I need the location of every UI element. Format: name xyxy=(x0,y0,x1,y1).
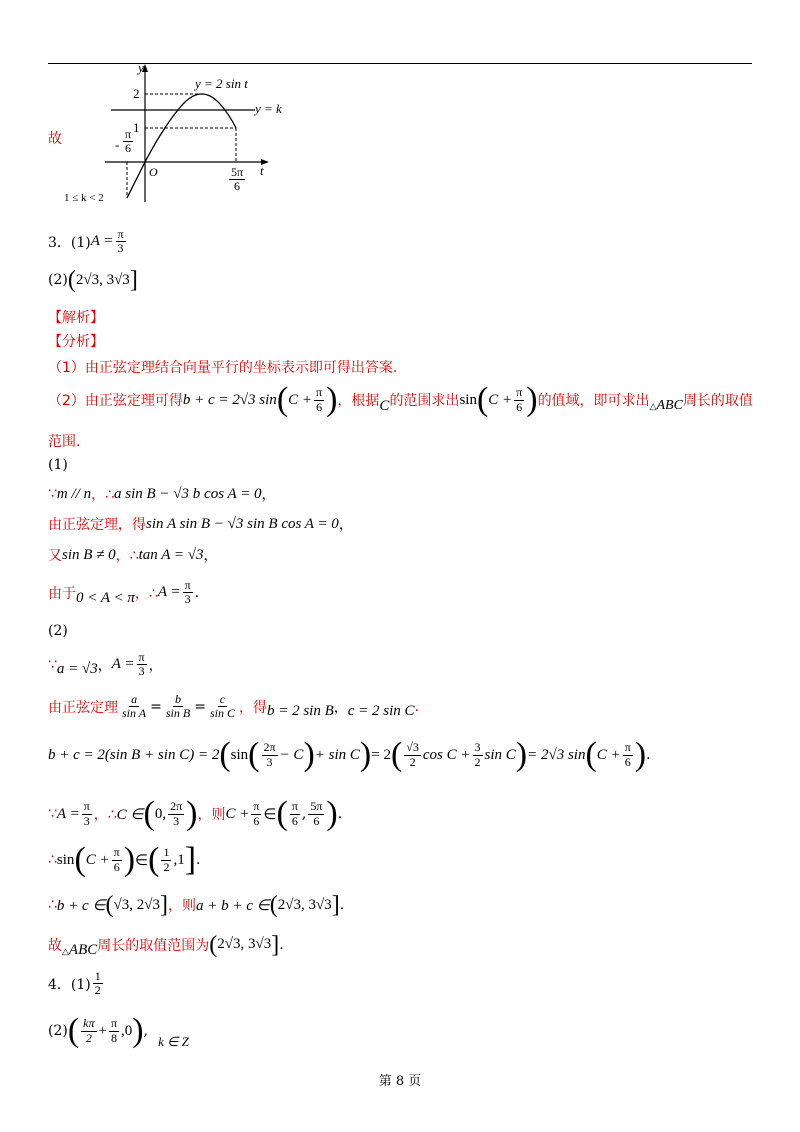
step-1-label: (1) xyxy=(48,457,68,473)
jiexi-heading: 【解析】 xyxy=(48,310,104,326)
fenxi-heading: 【分析】 xyxy=(48,334,104,350)
t-axis-label: t xyxy=(260,163,264,178)
page-footer: 第 8 页 xyxy=(378,1074,422,1089)
q3-answer-2: (2) ( 2√3, 3√3 ] xyxy=(48,267,138,293)
step-1-line-3: 又 sin B ≠ 0 ，∴ tan A = √3 ， xyxy=(48,546,218,564)
y-tick-2: 2 xyxy=(133,86,140,101)
prefix-gu: 故 xyxy=(48,131,62,147)
step-1-line-1: ∵ m // n ，∴ a sin B − √3 b cos A = 0 ， xyxy=(48,485,276,503)
step-1-line-2: 由正弦定理，得 sin A sin B − √3 sin B cos A = 0 ， xyxy=(48,515,353,533)
curve-label: y = 2 sin t xyxy=(195,76,248,91)
k-range: 1 ≤ k < 2 xyxy=(64,192,104,204)
step-2-label: (2) xyxy=(48,623,68,639)
step-2-line-5: ∴ sin ( C + $\frac{\pi}{6}$ ) ∈ ( $\frac{1}{2}$ ,1 ] . xyxy=(48,841,201,878)
pos-tick: $\frac{5\pi}{6}$ xyxy=(231,165,244,194)
step-2-line-2: 由正弦定理 $\frac{a}{\text{sin A}}$ = $\frac{b}{\text{sin B}}$ = $\frac{c}{\text{sin C}}$ ，得 b = 2 sin B ， c = 2 sin C . xyxy=(48,692,419,721)
q4-answer-2: (2) ( $\frac{k\pi}{2}$ + $\frac{\pi}{8}$ ,0 ) , k ∈ Z xyxy=(48,1012,189,1049)
step-2-line-6: ∴ b + c ∈ ( √3, 2√3 ] ，则 a + b + c ∈ ( 2√3, 3√3 ] . xyxy=(48,892,345,918)
step-1-line-4: 由于 0 < A < π ，∴ A = $\frac{\pi}{3}$ . xyxy=(48,577,200,606)
step-2-line-3: b + c = 2(sin B + sin C) = 2 ( sin ( $\frac{2\pi}{3}$ − C ) + sin C ) = 2 ( $\frac{√3}{2}$ cos C + $\frac{3}{2}$ sin C ) = 2√3 sin ( C + $\frac{\pi}{6}$ ) . xyxy=(48,736,651,773)
neg-sign: - xyxy=(115,137,120,152)
line-label: y = k xyxy=(255,101,282,116)
analysis-2-end: 范围. xyxy=(48,434,81,450)
origin-label: O xyxy=(149,165,158,179)
analysis-1: （1）由正弦定理结合向量平行的坐标表示即可得出答案. xyxy=(48,360,398,376)
q4-answer-1: 4．(1) $\frac{1}{2}$ xyxy=(48,969,101,998)
step-2-conclusion: 故 △ABC 周长的取值范围为 ( 2√3, 3√3 ] . xyxy=(48,931,284,958)
analysis-2: （2）由正弦定理可得 b + c = 2√3 sin ( C + $\frac{\pi}{6}$ ) ，根据 C 的范围求出 sin ( C + $\frac{\pi}{6}$ ) 的值域，即可求出 △ABC 周长的取值 xyxy=(48,381,753,418)
y-axis-label: y xyxy=(138,60,144,75)
q3-answer-1: 3．(1) A = $\frac{\pi}{3}$ xyxy=(48,227,124,256)
y-tick-1: 1 xyxy=(133,120,140,135)
neg-tick: $\frac{\pi}{6}$ xyxy=(125,127,132,156)
step-2-line-4: ∵ A = $\frac{\pi}{3}$ ，∴ C ∈ ( 0, $\frac{2\pi}{3}$ ) ，则 C + $\frac{\pi}{6}$ ∈ ( $\frac{\pi}{6}$ , $\frac{5\pi}{6}$ ) . xyxy=(48,795,343,832)
step-2-line-1: ∵ a = √3 ， A = $\frac{\pi}{3}$ ， xyxy=(48,650,163,679)
